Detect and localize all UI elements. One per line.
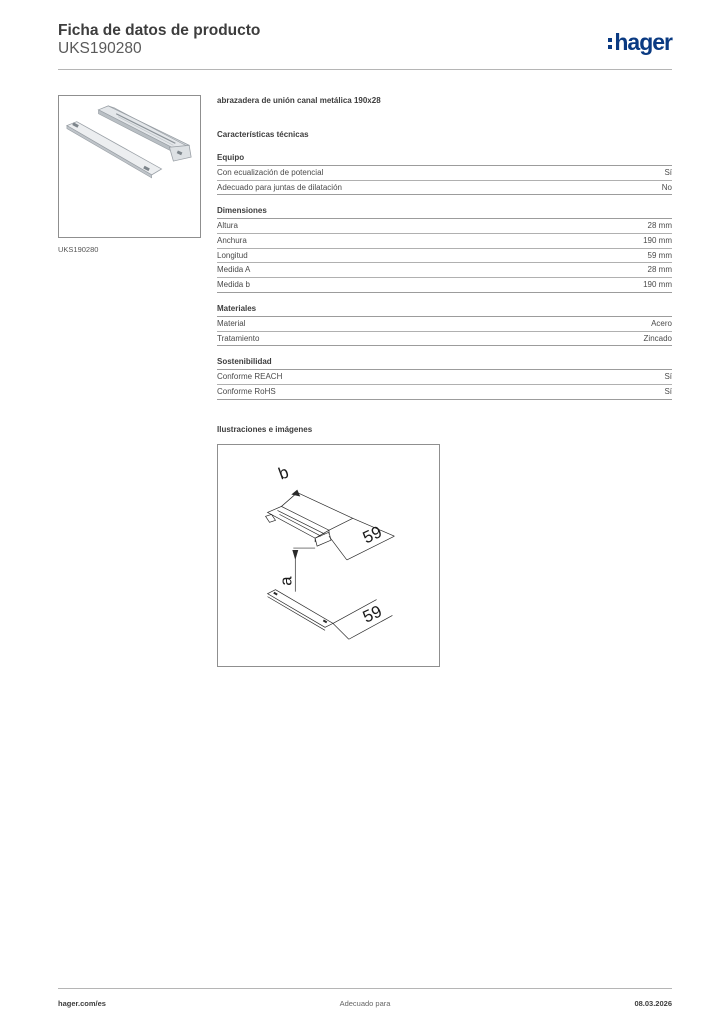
- group-title: Materiales: [217, 303, 672, 317]
- group-title: Dimensiones: [217, 205, 672, 219]
- table-row: [217, 181, 672, 196]
- footer-date: 08.03.2026: [634, 999, 672, 1008]
- dimension-drawing: [217, 444, 440, 667]
- product-details: [217, 96, 672, 400]
- group-title: Equipo: [217, 152, 672, 166]
- page-header: [58, 22, 672, 70]
- group-title: Sostenibilidad: [217, 356, 672, 370]
- row-value: 28 mm: [647, 265, 672, 275]
- technical-section-title: Características técnicas: [217, 130, 309, 139]
- row-label: Anchura: [217, 236, 247, 246]
- logo-text: hager: [614, 28, 672, 55]
- table-row: [217, 249, 672, 264]
- group-sostenibilidad: [217, 356, 672, 399]
- table-row: [217, 385, 672, 400]
- label-59-top: 59: [359, 522, 385, 548]
- row-value: Sí: [664, 372, 672, 382]
- product-image-caption: UKS190280: [58, 245, 99, 254]
- row-label: Longitud: [217, 250, 248, 260]
- table-row: [217, 332, 672, 347]
- logo-dots-icon: [608, 38, 612, 49]
- row-label: Medida b: [217, 280, 250, 290]
- table-row: [217, 278, 672, 293]
- row-label: Conforme RoHS: [217, 386, 276, 396]
- table-row: [217, 317, 672, 332]
- row-value: 28 mm: [647, 221, 672, 231]
- row-value: 190 mm: [643, 280, 672, 290]
- row-value: Sí: [664, 168, 672, 177]
- group-equipo: [217, 152, 672, 195]
- product-name: abrazadera de unión canal metálica 190x28: [217, 96, 381, 105]
- page-footer: [58, 988, 672, 1018]
- product-photo: [58, 95, 201, 238]
- hager-logo: [608, 27, 672, 57]
- footer-center-text: Adecuado para: [339, 999, 391, 1008]
- group-materiales: [217, 303, 672, 346]
- table-row: [217, 219, 672, 234]
- page-title: Ficha de datos de producto: [58, 22, 261, 39]
- table-row: [217, 234, 672, 249]
- row-value: 190 mm: [643, 236, 672, 246]
- row-value: Sí: [664, 386, 672, 396]
- label-59-bottom: 59: [359, 601, 385, 627]
- row-label: Adecuado para juntas de dilatación: [217, 182, 342, 192]
- footer-website-link[interactable]: hager.com/es: [58, 999, 106, 1008]
- row-label: Altura: [217, 221, 238, 231]
- product-code: UKS190280: [58, 40, 142, 57]
- row-value: No: [661, 182, 672, 192]
- label-b: b: [275, 462, 292, 484]
- row-value: Zincado: [643, 333, 672, 343]
- bracket-photo-icon: [59, 96, 200, 237]
- table-row: [217, 166, 672, 181]
- group-dimensiones: [217, 205, 672, 292]
- table-row: [217, 370, 672, 385]
- label-a: a: [276, 576, 296, 586]
- technical-drawing-icon: [218, 445, 439, 666]
- row-label: Medida A: [217, 265, 251, 275]
- row-value: 59 mm: [647, 250, 672, 260]
- row-label: Conforme REACH: [217, 372, 283, 382]
- row-label: Tratamiento: [217, 333, 260, 343]
- row-label: Material: [217, 318, 246, 328]
- row-value: Acero: [651, 318, 672, 328]
- row-label: Con ecualización de potencial: [217, 168, 324, 177]
- table-row: [217, 263, 672, 278]
- illustrations-title: Ilustraciones e imágenes: [217, 425, 313, 434]
